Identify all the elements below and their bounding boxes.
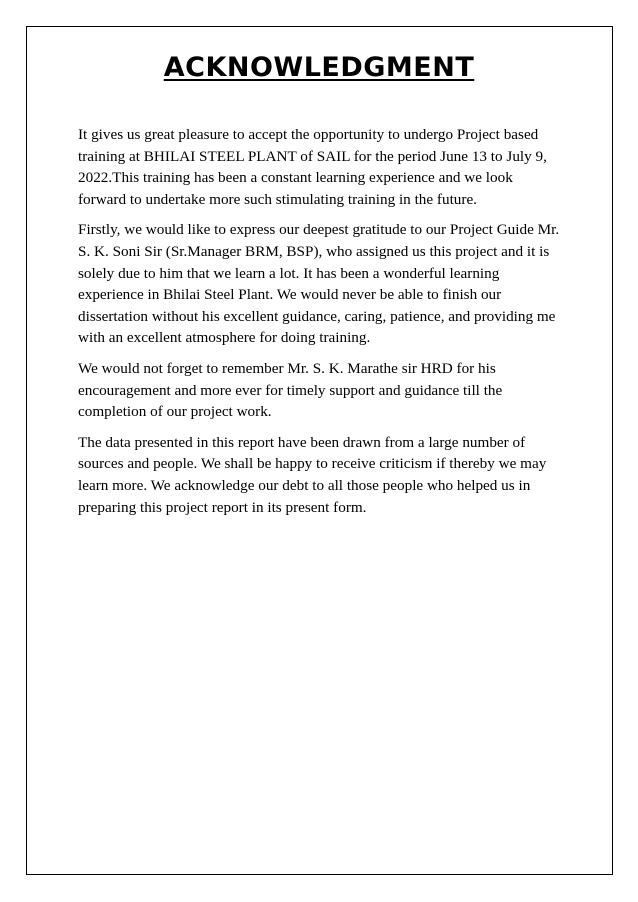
page-title (0, 52, 638, 84)
acknowledgment-body (78, 124, 562, 527)
paragraph-intro: It gives us great pleasure to accept the opportunity to undergo Project based training at BHILAI STEEL PLANT of SAIL for the period June 13 to July 9, 2022.This training has been a constant learning experience and we look forward to undertake more such stimulating training in the future. (78, 126, 547, 208)
paragraph-hrd-thanks: We would not forget to remember Mr. S. K. Marathe sir HRD for his encouragement and more ever for timely support and guidance till the completion of our project work. (78, 359, 503, 421)
paragraph-guide-thanks: Firstly, we would like to express our deepest gratitude to our Project Guide Mr. S. K. Soni Sir (Sr.Manager BRM, BSP), who assigned us this project and it is solely due to him that we learn a lot. It has been a wonderful learning experience in Bhilai Steel Plant. We would never be able to finish our dissertation without his excellent guidance, caring, patience, and providing me with an excellent atmosphere for doing training. (78, 221, 560, 347)
paragraph-closing: The data presented in this report have been drawn from a large number of sources and people. We shall be happy to receive criticism if thereby we may learn more. We acknowledge our debt to all those people who helped us in preparing this project report in its present form. (78, 433, 547, 516)
title-text: ACKNOWLEDGMENT (163, 52, 475, 83)
